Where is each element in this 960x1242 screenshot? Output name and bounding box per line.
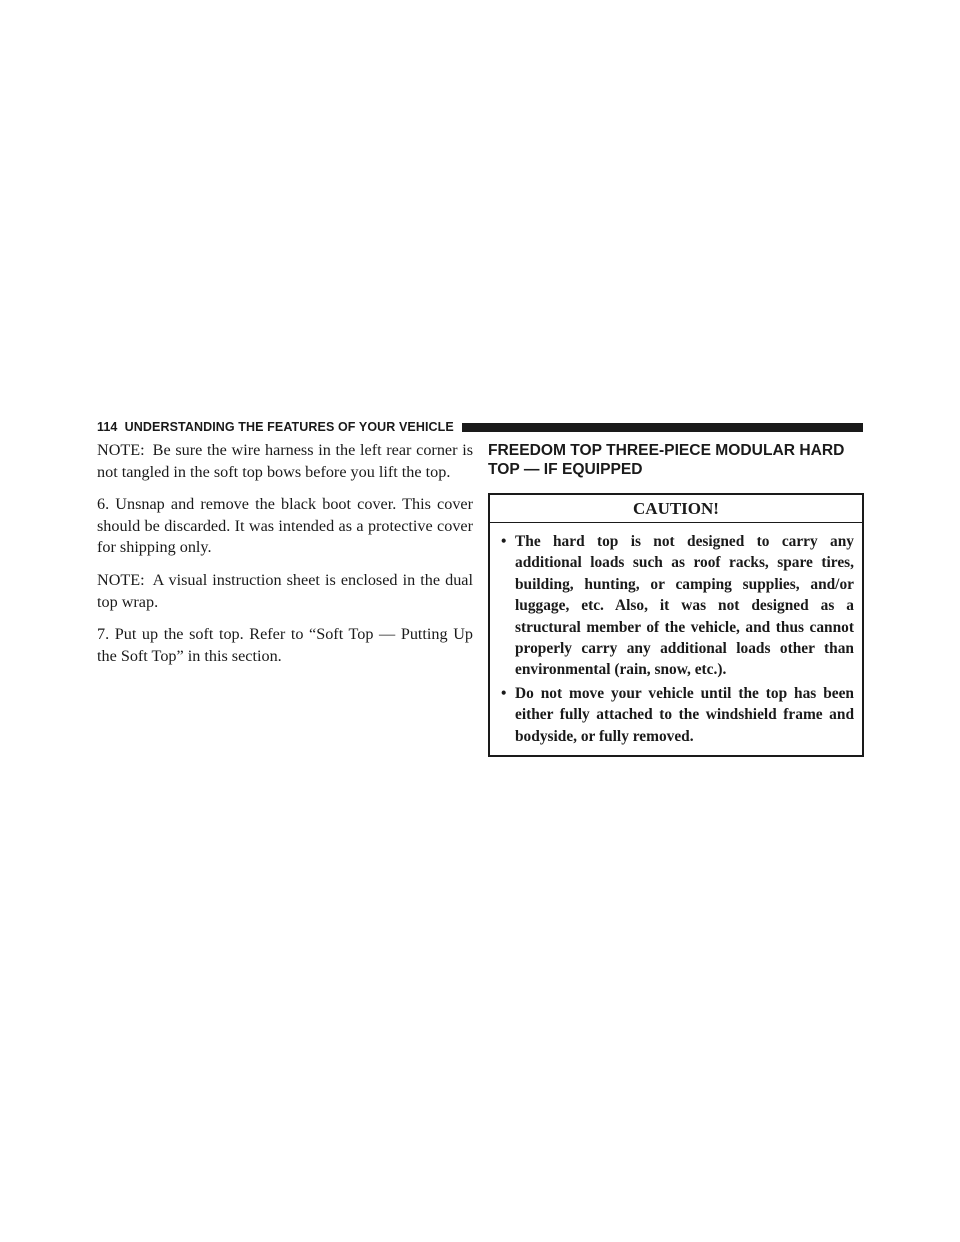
note-paragraph-1 bbox=[97, 440, 473, 483]
caution-list bbox=[490, 523, 862, 755]
header-rule bbox=[462, 423, 863, 432]
page-header bbox=[97, 418, 863, 436]
right-column bbox=[488, 442, 864, 757]
note-text: Be sure the wire harness in the left rear corner is not tangled in the soft top bows before you lift the top. bbox=[97, 441, 473, 481]
bullet-icon: • bbox=[501, 684, 507, 702]
note-paragraph-2 bbox=[97, 570, 473, 613]
page-number: 114 bbox=[97, 420, 118, 434]
note-text: A visual instruction sheet is enclosed in the dual top wrap. bbox=[97, 570, 473, 611]
step-7-paragraph: 7. Put up the soft top. Refer to “Soft Top — Putting Up the Soft Top” in this section. bbox=[97, 625, 473, 665]
bullet-icon: • bbox=[501, 533, 507, 550]
header-text bbox=[97, 420, 454, 434]
caution-title: CAUTION! bbox=[490, 495, 862, 523]
note-label: NOTE: bbox=[97, 570, 145, 589]
caution-box bbox=[488, 493, 864, 757]
left-column bbox=[97, 440, 473, 678]
caution-item bbox=[498, 531, 854, 681]
step-6-paragraph: 6. Unsnap and remove the black boot cover. This cover should be discarded. It was intended as a protective cover for shipping only. bbox=[97, 495, 473, 557]
caution-item bbox=[498, 683, 854, 747]
section-heading: FREEDOM TOP THREE-PIECE MODULAR HARD TOP — IF EQUIPPED bbox=[488, 442, 845, 478]
caution-item-text: The hard top is not designed to carry any additional loads such as roof racks, spare tires, building, hunting, or camping supplies, and/or luggage, etc. Also, it was not designed as a structural member of the vehicle, and thus cannot properly carry any additional loads other than environmental (rain, snow, etc.). bbox=[515, 533, 854, 679]
section-title: UNDERSTANDING THE FEATURES OF YOUR VEHICLE bbox=[124, 420, 454, 434]
caution-item-text: Do not move your vehicle until the top has been either fully attached to the windshield frame and bodyside, or fully removed. bbox=[515, 684, 854, 745]
note-label: NOTE: bbox=[97, 441, 145, 459]
